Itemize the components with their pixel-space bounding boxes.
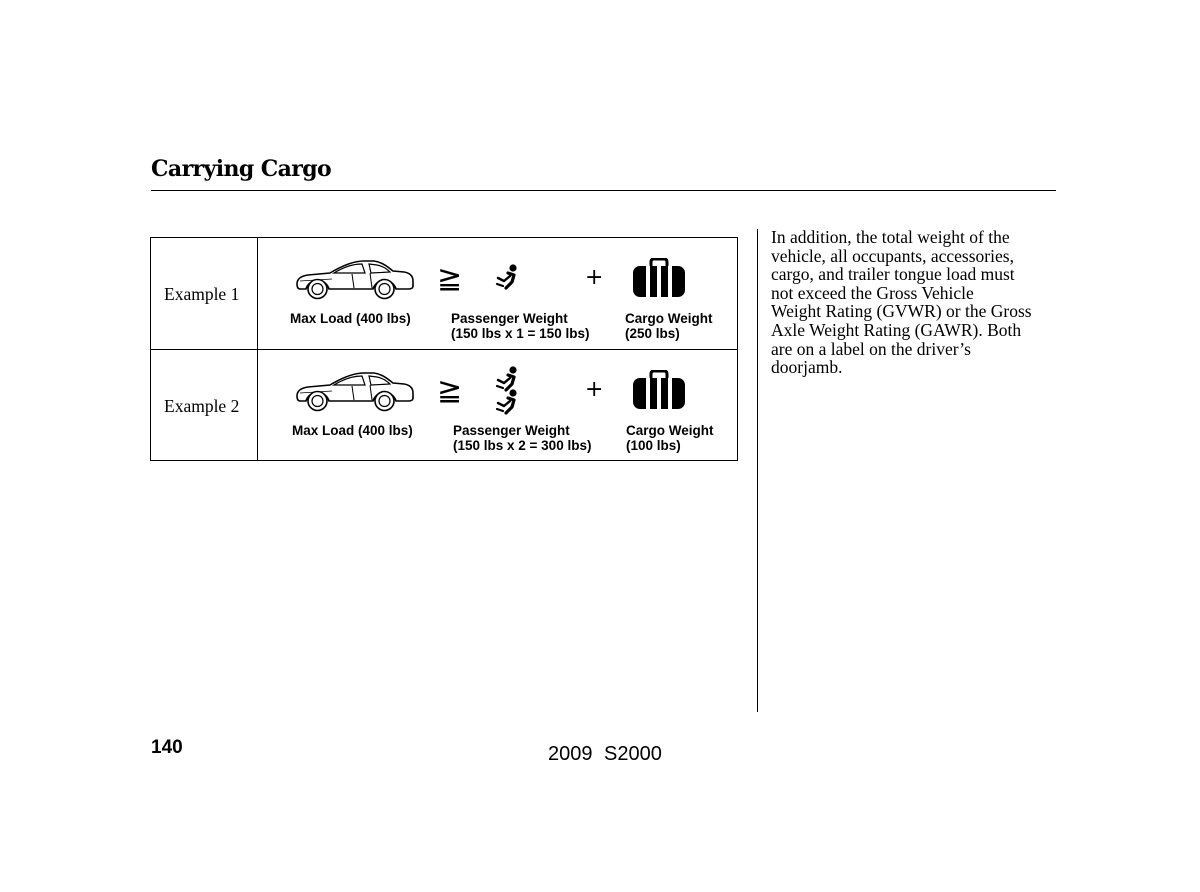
plus-sign: +: [585, 377, 604, 402]
body-paragraph: [771, 228, 1061, 377]
example-row-2: [151, 349, 737, 461]
load-examples-table: [150, 237, 738, 461]
seated-passenger-icon: [497, 366, 517, 390]
seated-passenger-icon: [494, 366, 520, 416]
cargo-weight-title: Cargo Weight: [626, 423, 714, 438]
plus-sign: +: [585, 265, 604, 290]
greater-or-equal-sign: ≧: [437, 373, 463, 408]
body-text-line: cargo, and trailer tongue load must: [771, 264, 1015, 285]
example-label: Example 2: [164, 396, 240, 416]
max-load-caption: [292, 423, 413, 438]
example-row-1: [151, 238, 737, 349]
passenger-weight-caption: [451, 311, 589, 341]
max-load-caption: [290, 311, 411, 326]
example-label-cell: [151, 350, 258, 461]
passenger-weight-calc: (150 lbs x 2 = 300 lbs): [453, 438, 592, 453]
cargo-weight-title: Cargo Weight: [625, 311, 713, 326]
max-load-text: Max Load (400 lbs): [290, 311, 411, 326]
passenger-weight-calc: (150 lbs x 1 = 150 lbs): [451, 326, 590, 341]
cargo-weight-caption: [625, 311, 713, 341]
passenger-weight-title: Passenger Weight: [451, 311, 568, 326]
cargo-weight-value: (100 lbs): [626, 438, 681, 453]
column-divider: [757, 229, 758, 712]
body-text-line: Weight Rating (GVWR) or the Gross: [771, 301, 1032, 322]
cargo-weight-caption: [626, 423, 714, 453]
luggage-bag-icon: [632, 258, 686, 298]
body-text-line: doorjamb.: [771, 357, 843, 378]
seated-passenger-icon: [497, 389, 517, 413]
example-label: Example 1: [164, 284, 240, 304]
title-rule: [151, 190, 1056, 191]
seated-passenger-icon: [494, 264, 520, 292]
body-text-line: Axle Weight Rating (GAWR). Both: [771, 319, 1022, 340]
passenger-weight-caption: [453, 423, 591, 453]
body-text-line: are on a label on the driver’s: [771, 338, 971, 359]
car-icon: [292, 257, 416, 301]
greater-or-equal-sign: ≧: [437, 261, 463, 296]
body-text-line: In addition, the total weight of the: [771, 227, 1010, 247]
cargo-weight-value: (250 lbs): [625, 326, 680, 341]
footer-model-label: 2009 S2000: [548, 743, 662, 765]
example-label-cell: [151, 238, 258, 349]
luggage-bag-icon: [632, 370, 686, 410]
page-number: 140: [151, 737, 183, 758]
body-text-line: not exceed the Gross Vehicle: [771, 282, 974, 303]
body-text-line: vehicle, all occupants, accessories,: [771, 245, 1014, 266]
passenger-weight-title: Passenger Weight: [453, 423, 570, 438]
car-icon: [292, 369, 416, 413]
max-load-text: Max Load (400 lbs): [292, 423, 413, 438]
page-title: Carrying Cargo: [151, 156, 332, 182]
